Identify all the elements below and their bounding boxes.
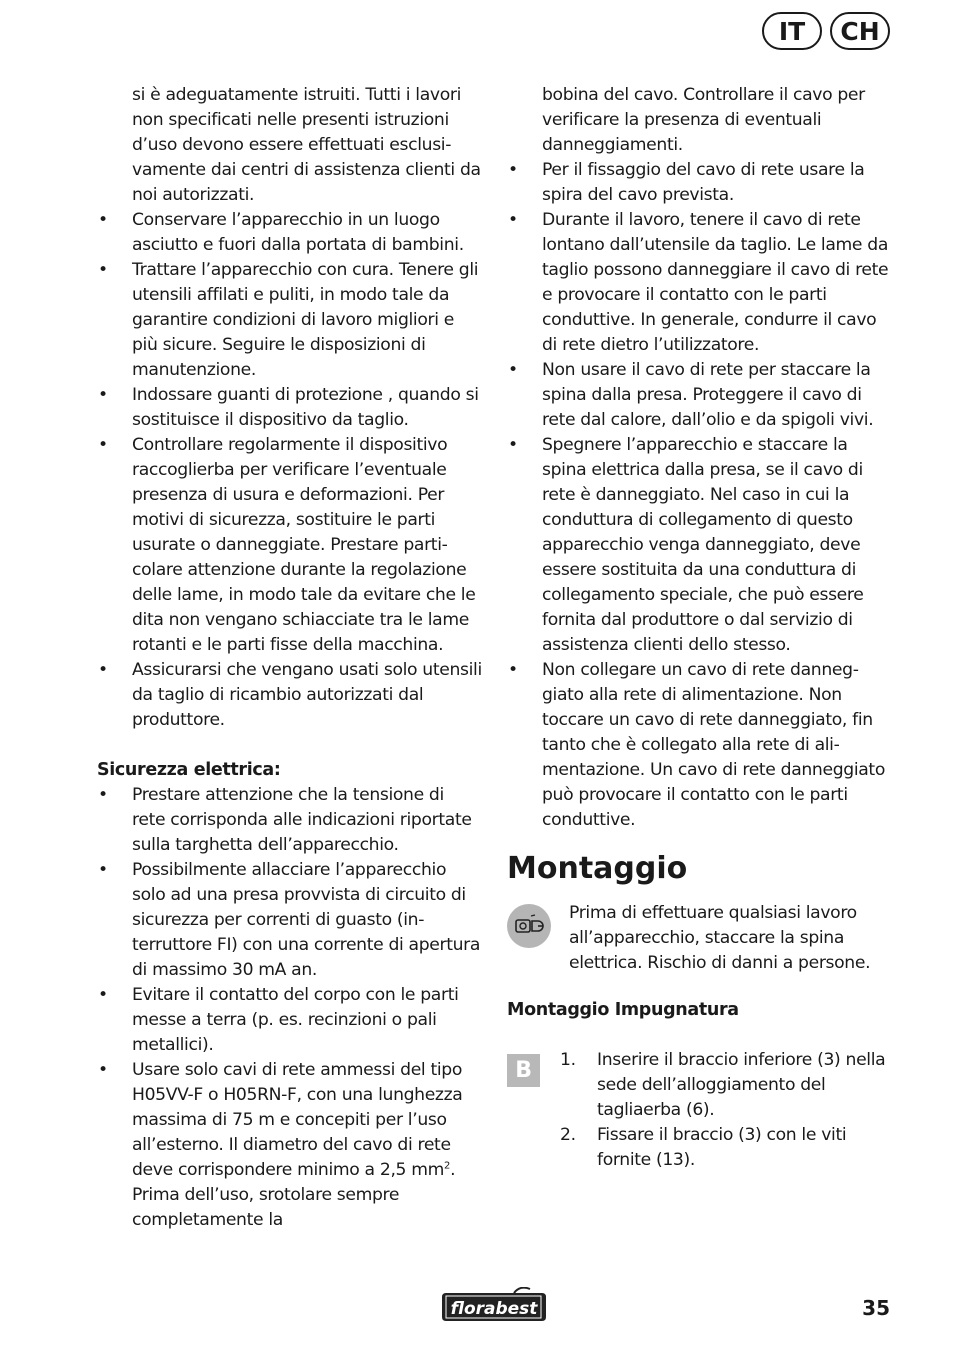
list-item: • Non collegare un cavo di rete danneggiato alla rete di alimentazione. Non toccare un cavo di rete danneggiato, fin tanto che è collegato alla rete di alimentazione. Un cavo di rete danneggiato può provocare il contatto con le parti conduttive. [507,658,892,833]
brand-logo [438,1287,550,1331]
right-bullets [507,158,892,833]
section-title: Montaggio [507,851,688,886]
step-list [560,1048,892,1173]
cable-text-part1: Usare solo cavi di rete ammessi del tipo H05VV-F o H05RN-F, con una lunghezza massima di 75 m e concepiti per l’uso all’esterno. Il diametro del cavo di rete deve corrispondere minimo a 2,5 mm [132,1060,463,1180]
assembly-steps [507,1048,892,1173]
language-badges [762,12,890,50]
page-number: 35 [862,1296,890,1320]
lang-badge-ch: CH [830,12,890,50]
list-item: • Indossare guanti di protezione , quando si sostituisce il dispositivo da taglio. [97,383,482,433]
list-item: • Assicurarsi che vengano usati solo utensili da taglio di ricambio autorizzati dal produttore. [97,658,482,733]
list-item: • Trattare l’apparecchio con cura. Tenere gli utensili affilati e puliti, in modo tale da garantire condizioni di lavoro migliori e più sicure. Seguire le disposizioni di manutenzione. [97,258,482,383]
right-intro: bobina del cavo. Controllare il cavo per verificare la presenza di eventuali danneggiamenti. [542,85,865,155]
lang-badge-it: IT [762,12,822,50]
step-text: Fissare il braccio (3) con le viti fornite (13). [597,1125,847,1170]
superscript: 2 [444,1160,451,1172]
list-item: • Spegnere l’apparecchio e staccare la spina elettrica dalla presa, se il cavo di rete è danneggiato. Nel caso in cui la conduttura di collegamento di questo apparecchio venga danneggiato, deve essere sostituita da una conduttura di collegamento speciale, che può essere fornita dal produttore o dal servizio di assistenza clienti dello stesso. [507,433,892,658]
list-item [560,1123,892,1173]
right-column [507,83,892,1173]
electrical-bullets [97,783,482,1233]
list-item: • Non usare il cavo di rete per staccare la spina dalla presa. Proteggere il cavo di rete dal calore, dall’olio e da spigoli vivi. [507,358,892,433]
step-number: 1. [560,1050,576,1070]
list-item: • Possibilmente allacciare l’apparecchio solo ad una presa provvista di circuito di sicurezza per correnti di guasto (interruttore FI) con una corrente di apertura di massimo 30 mA an. [97,858,482,983]
step-text: Inserire il braccio inferiore (3) nella sede dell’alloggiamento del tagliaerba (6). [597,1050,886,1120]
warning-block [507,901,892,976]
step-number: 2. [560,1125,576,1145]
cable-text-part2: . Prima dell’uso, srotolare sempre completamente la [132,1160,456,1230]
electrical-safety-heading: Sicurezza elettrica: [97,760,281,780]
left-column [97,83,482,1233]
list-item: • Conservare l’apparecchio in un luogo asciutto e fuori dalla portata di bambini. [97,208,482,258]
list-item: • Controllare regolarmente il dispositivo raccoglierba per verificare l’eventuale presenza di usura e deformazioni. Per motivi di sicurezza, sostituire le parti usurate o danneggiate. Prestare particolare attenzione durante la regolazione delle lame, in modo tale da evitare che le dita non vengano schiacciate tra le lame rotanti e le parti fisse della macchina. [97,433,482,658]
list-item [97,1058,482,1233]
warning-text: Prima di effettuare qualsiasi lavoro all’apparecchio, staccare la spina elettrica. Rischio di danni a persone. [569,903,871,973]
list-item: • Durante il lavoro, tenere il cavo di rete lontano dall’utensile da taglio. Le lame da taglio possono danneggiare il cavo di rete e provocare il contatto con le parti conduttive. In generale, condurre il cavo di rete dietro l’utilizzatore. [507,208,892,358]
brand-name: florabest [450,1299,538,1319]
unplug-icon [507,904,551,948]
list-item: • Prestare attenzione che la tensione di rete corrisponda alle indicazioni riportate sulla targhetta dell’apparecchio. [97,783,482,858]
list-item [560,1048,892,1123]
left-bullets [97,208,482,733]
left-intro: si è adeguatamente istruiti. Tutti i lavori non specificati nelle presenti istruzioni d’uso devono essere effettuati esclusivamente dai centri di assistenza clienti da noi autorizzati. [132,85,481,205]
list-item: • Evitare il contatto del corpo con le parti messe a terra (p. es. recinzioni o pali metallici). [97,983,482,1058]
figure-label-badge: B [507,1054,540,1087]
assembly-handle-heading: Montaggio Impugnatura [507,1000,739,1020]
list-item: • Per il fissaggio del cavo di rete usare la spira del cavo prevista. [507,158,892,208]
